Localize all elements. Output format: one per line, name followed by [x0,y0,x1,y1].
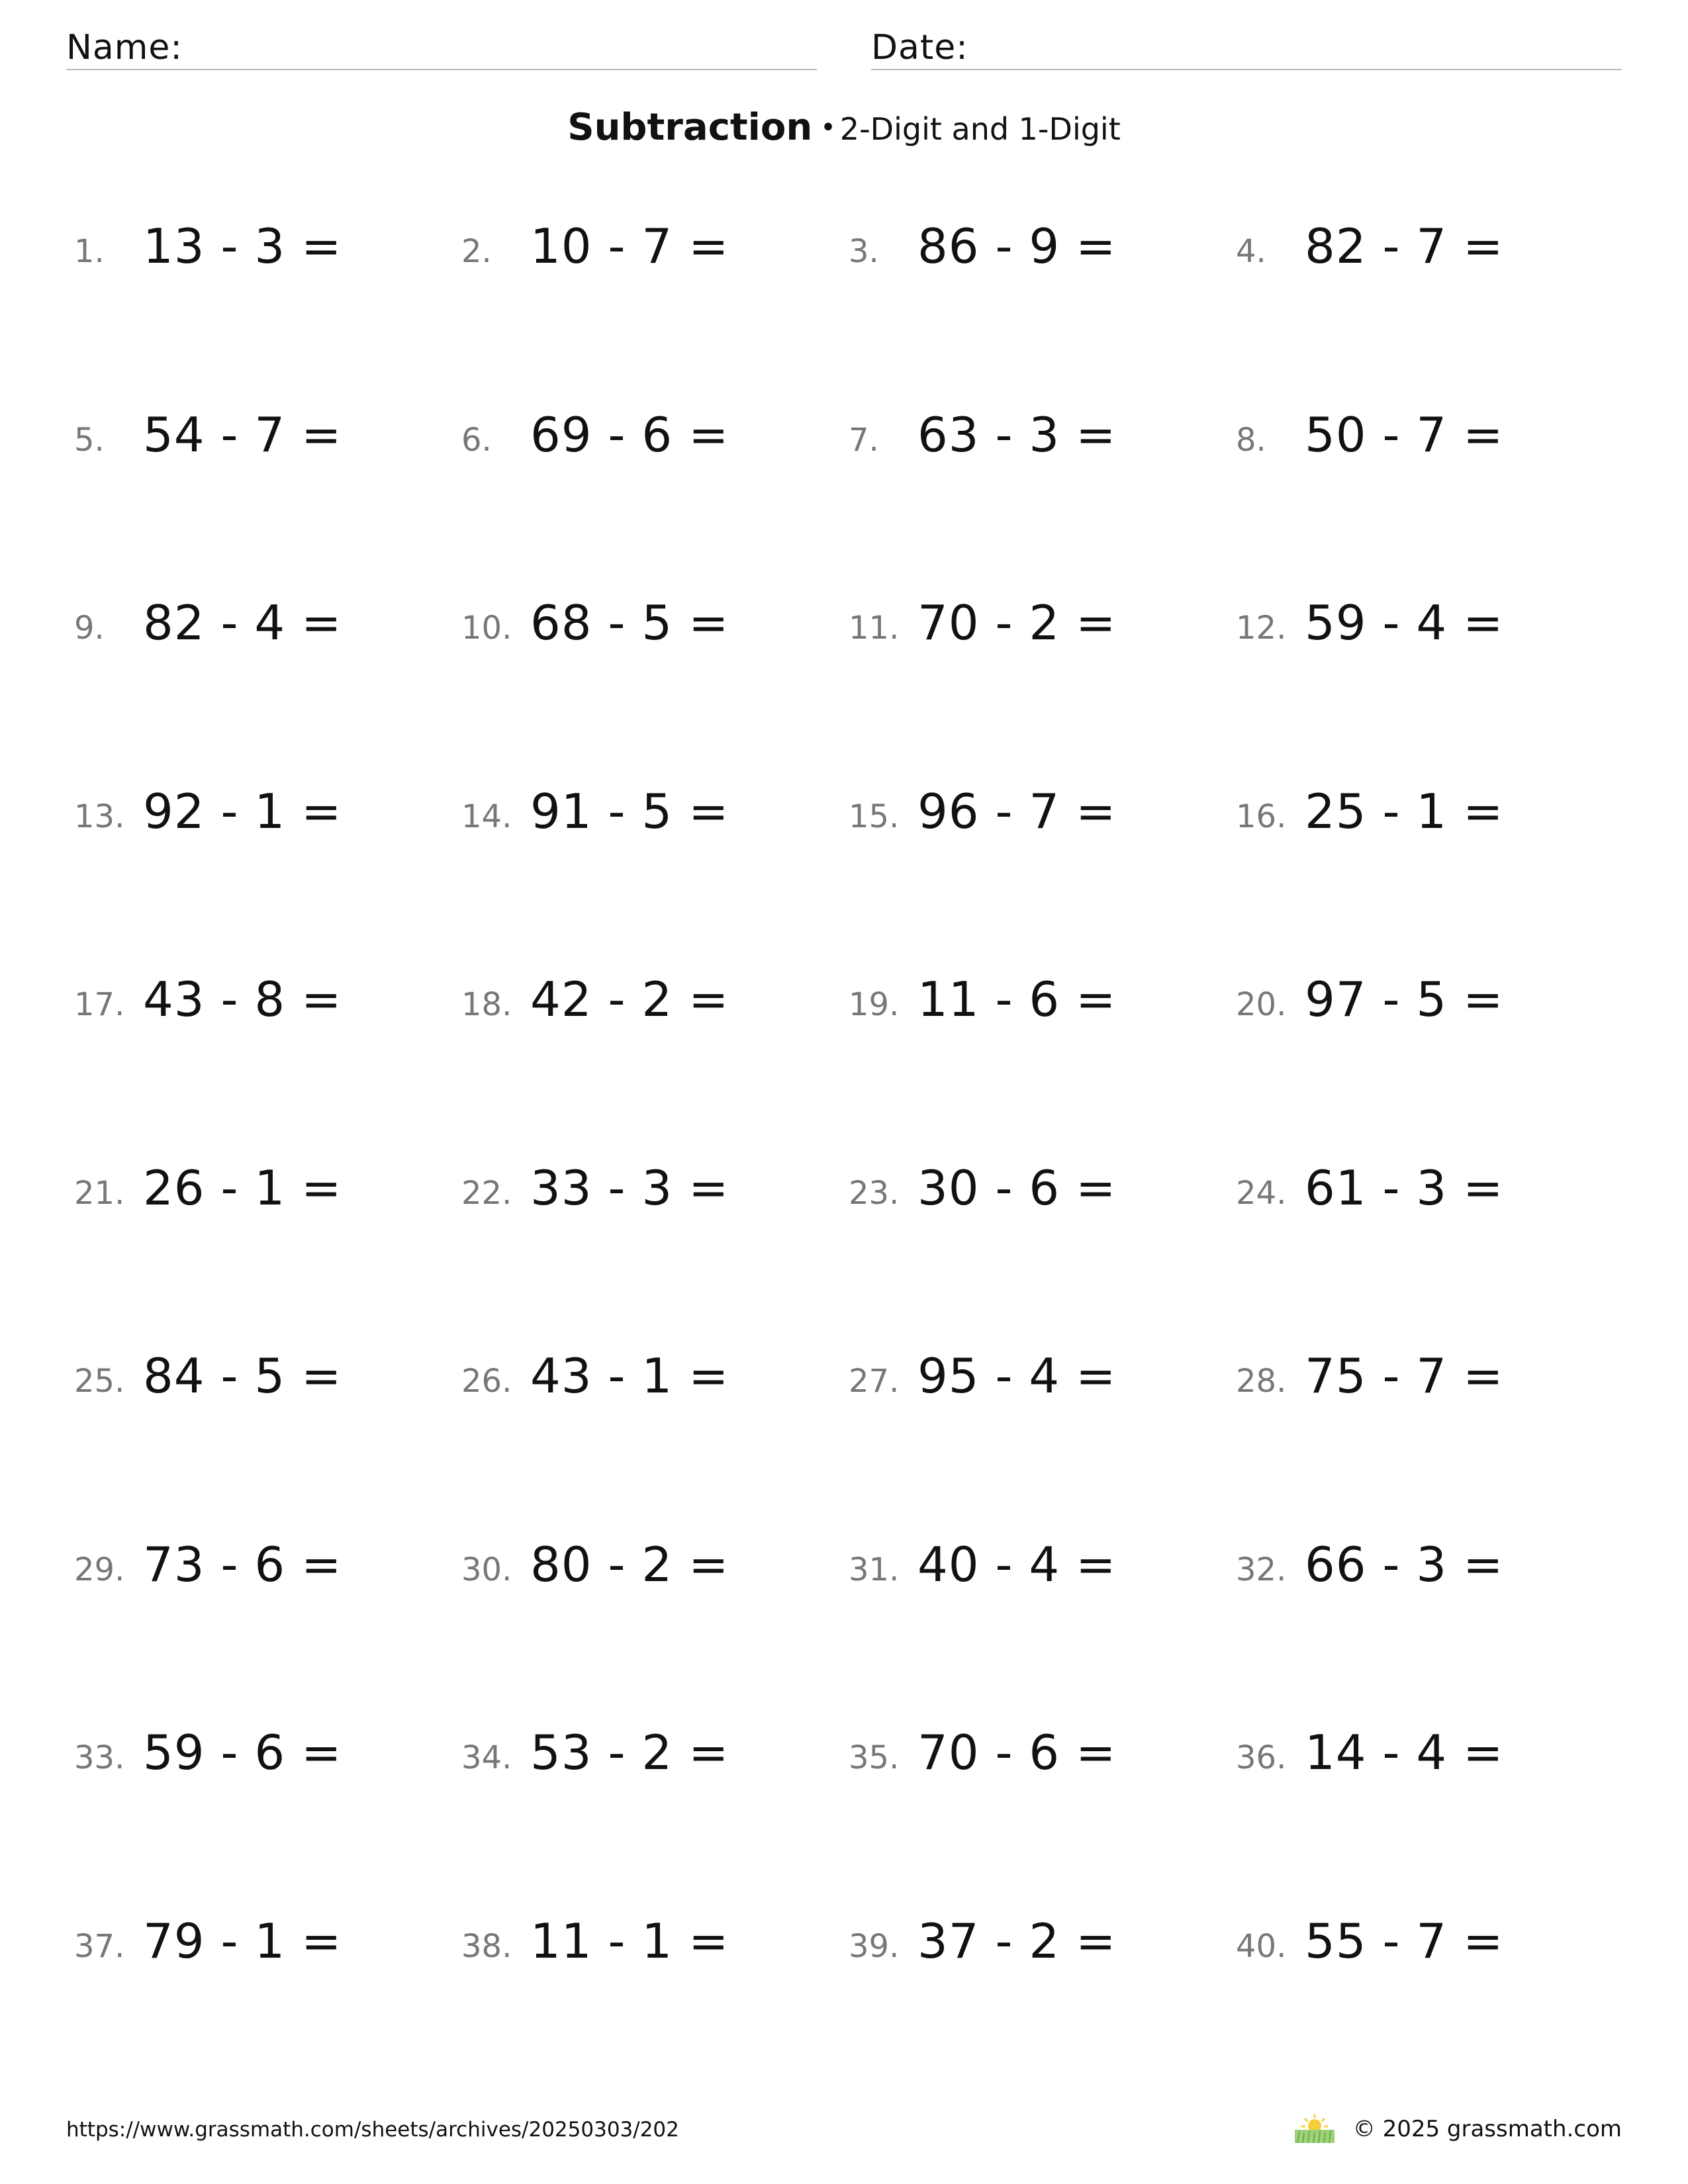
problem-number: 15. [849,798,900,835]
grass-sun-logo-icon [1291,2114,1338,2144]
problem-number: 34. [461,1739,512,1776]
problem-number: 31. [849,1551,900,1588]
problem-expression: 82 - 7 = [1305,218,1504,274]
problem-expression: 68 - 5 = [530,595,729,651]
title-bullet: • [820,113,836,143]
problem-expression: 54 - 7 = [143,407,342,463]
problem-number: 27. [849,1363,900,1400]
problem-number: 21. [74,1175,125,1212]
footer-copyright: © 2025 grassmath.com [1352,2116,1622,2142]
problem-number: 24. [1236,1175,1287,1212]
problem-expression: 30 - 6 = [917,1160,1117,1216]
problem-expression: 70 - 2 = [917,595,1117,651]
problem-expression: 25 - 1 = [1305,784,1504,839]
problem-number: 19. [849,986,900,1023]
problem-expression: 59 - 6 = [143,1725,342,1780]
problem-expression: 73 - 6 = [143,1537,342,1592]
problem-expression: 86 - 9 = [917,218,1117,274]
problem-expression: 63 - 3 = [917,407,1117,463]
footer-url[interactable]: https://www.grassmath.com/sheets/archives/20250303/202 [66,2118,679,2142]
problem-expression: 43 - 1 = [530,1348,729,1404]
problem-expression: 92 - 1 = [143,784,342,839]
problem-number: 5. [74,422,105,459]
problem-number: 23. [849,1175,900,1212]
problem-expression: 14 - 4 = [1305,1725,1504,1780]
problem-expression: 59 - 4 = [1305,595,1504,651]
date-label: Date: [871,28,968,68]
problem-expression: 50 - 7 = [1305,407,1504,463]
problem-number: 2. [461,233,492,270]
problem-number: 17. [74,986,125,1023]
problem-expression: 53 - 2 = [530,1725,729,1780]
problem-expression: 40 - 4 = [917,1537,1117,1592]
problem-expression: 42 - 2 = [530,972,729,1027]
problem-number: 13. [74,798,125,835]
problem-number: 37. [74,1928,125,1965]
problem-number: 28. [1236,1363,1287,1400]
name-label: Name: [66,28,183,68]
problem-number: 39. [849,1928,900,1965]
title-subtitle: 2-Digit and 1-Digit [839,111,1121,147]
problem-expression: 91 - 5 = [530,784,729,839]
problem-expression: 11 - 1 = [530,1913,729,1969]
problem-number: 8. [1236,422,1266,459]
problem-expression: 66 - 3 = [1305,1537,1504,1592]
problem-expression: 79 - 1 = [143,1913,342,1969]
problem-expression: 82 - 4 = [143,595,342,651]
problem-number: 11. [849,610,900,647]
problem-expression: 97 - 5 = [1305,972,1504,1027]
problem-number: 7. [849,422,879,459]
problem-expression: 80 - 2 = [530,1537,729,1592]
problem-number: 35. [849,1739,900,1776]
problem-number: 14. [461,798,512,835]
problem-number: 25. [74,1363,125,1400]
problem-expression: 95 - 4 = [917,1348,1117,1404]
problem-number: 26. [461,1363,512,1400]
title-main: Subtraction [567,106,813,149]
problem-number: 10. [461,610,512,647]
problem-number: 33. [74,1739,125,1776]
problem-expression: 26 - 1 = [143,1160,342,1216]
problem-number: 30. [461,1551,512,1588]
problem-number: 40. [1236,1928,1287,1965]
problem-expression: 96 - 7 = [917,784,1117,839]
problem-expression: 11 - 6 = [917,972,1117,1027]
problem-number: 16. [1236,798,1287,835]
problem-expression: 10 - 7 = [530,218,729,274]
problem-number: 22. [461,1175,512,1212]
problem-number: 6. [461,422,492,459]
problem-expression: 43 - 8 = [143,972,342,1027]
worksheet-title [0,106,1688,149]
problem-number: 29. [74,1551,125,1588]
problem-number: 20. [1236,986,1287,1023]
problem-number: 9. [74,610,105,647]
problem-number: 4. [1236,233,1266,270]
problem-number: 18. [461,986,512,1023]
name-field[interactable] [66,25,817,70]
problem-number: 32. [1236,1551,1287,1588]
problem-expression: 69 - 6 = [530,407,729,463]
problem-number: 1. [74,233,105,270]
date-field[interactable] [871,25,1622,70]
problem-number: 12. [1236,610,1287,647]
problem-number: 36. [1236,1739,1287,1776]
problem-number: 3. [849,233,879,270]
problem-expression: 33 - 3 = [530,1160,729,1216]
problem-expression: 75 - 7 = [1305,1348,1504,1404]
problem-expression: 84 - 5 = [143,1348,342,1404]
problem-number: 38. [461,1928,512,1965]
footer-brand [1291,2114,1622,2144]
problem-expression: 61 - 3 = [1305,1160,1504,1216]
problem-expression: 13 - 3 = [143,218,342,274]
problem-expression: 37 - 2 = [917,1913,1117,1969]
problem-expression: 70 - 6 = [917,1725,1117,1780]
problem-expression: 55 - 7 = [1305,1913,1504,1969]
